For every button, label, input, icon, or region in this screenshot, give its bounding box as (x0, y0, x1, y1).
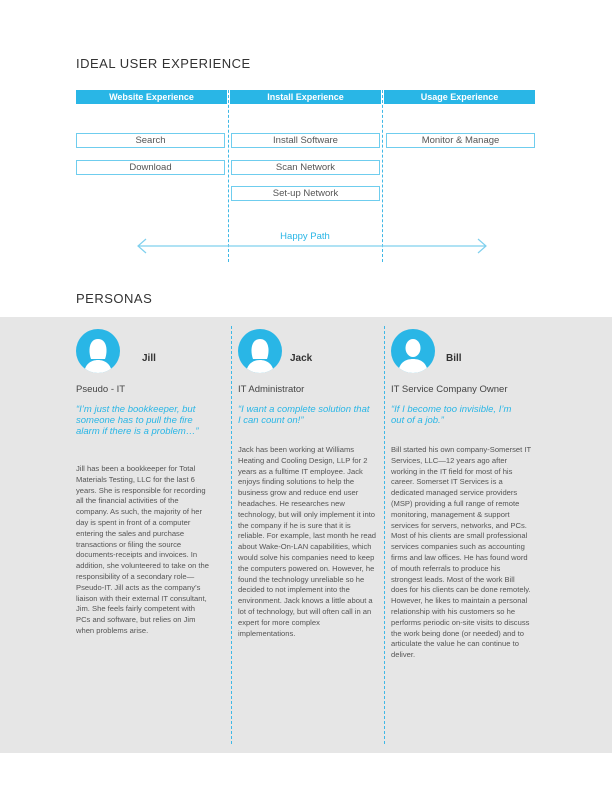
step-scan-network: Scan Network (231, 160, 380, 175)
column-divider (382, 90, 383, 262)
personas-title: PERSONAS (76, 291, 153, 306)
persona-name: Jill (142, 353, 156, 364)
column-header-install: Install Experience (230, 90, 381, 104)
persona-quote: “I’m just the bookkeeper, but someone has to pull the fire alarm if there is a problem…” (76, 404, 199, 437)
persona-quote: “If I become too invisible, I’m out of a job.” (391, 404, 512, 426)
female-silhouette-icon (238, 329, 282, 373)
ideal-ux-title: IDEAL USER EXPERIENCE (76, 56, 251, 71)
persona-bio: Bill started his own company-Somerset IT Services, LLC—12 years ago after working in the IT field for most of his career. Somerset IT Services is a dedicated managed service providers (MSP) providing a full range of remote monitoring, management & support services for servers, networks, and PCs. Most of his clients are small professional services companies such as accounting firms and law offices. He has found word of mouth referrals to produce his strongest leads. Most of the work Bill does for his clients can be done remotely. However, he likes to maintain a personal relationship with his customers so he performs periodic on-site visits to discuss the work being done (or needed) and to articulate the value he can continue to deliver. (391, 445, 531, 660)
persona-role: IT Service Company Owner (391, 384, 508, 395)
persona-role: IT Administrator (238, 384, 305, 395)
male-silhouette-icon (391, 329, 435, 373)
step-setup-network: Set-up Network (231, 186, 380, 201)
happy-path-arrow (136, 238, 488, 254)
female-silhouette-icon (76, 329, 120, 373)
step-monitor-manage: Monitor & Manage (386, 133, 535, 148)
step-download: Download (76, 160, 225, 175)
column-header-website: Website Experience (76, 90, 227, 104)
persona-name: Bill (446, 353, 462, 364)
step-search: Search (76, 133, 225, 148)
persona-name: Jack (290, 353, 313, 364)
column-header-usage: Usage Experience (384, 90, 535, 104)
persona-bio: Jill has been a bookkeeper for Total Materials Testing, LLC for the last 6 years. She is responsible for recording all the financial activities of the company. As such, the majority of her day is spent in front of a computer entering the sales and purchase transactions or filing the source documents-receipts and invoices. In addition, she volunteered to take on the responsibility of a secondary role—Pseudo-IT. Jill acts as the company’s liaison with their external IT consultant, Jim. She feels fairly competent with PCs and software, but relies on Jim when problems arise. (76, 464, 209, 635)
persona-bio: Jack has been working at Williams Heating and Cooling Design, LLP for 2 years as a fulltime IT employee. Jack enjoys finding solutions to help the business grow and reduce end user headaches. He researches new technology, but will only implement it into the company if he is sure that it is reliable. For example, last month he read about Wake-On-LAN capabilities, which would solve his companies need to keep the computers powered on. However, he found the technology unreliable so he decided to not implement into the environment. Jack knows a little about a lot of technology, but will often call in an expert for more complex implementations. (238, 445, 377, 638)
persona-divider (231, 326, 232, 744)
persona-role: Pseudo - IT (76, 384, 126, 395)
persona-divider (384, 326, 385, 744)
step-install-software: Install Software (231, 133, 380, 148)
happy-path-label: Happy Path (280, 231, 330, 242)
persona-quote: “I want a complete solution that I can count on!” (238, 404, 370, 426)
